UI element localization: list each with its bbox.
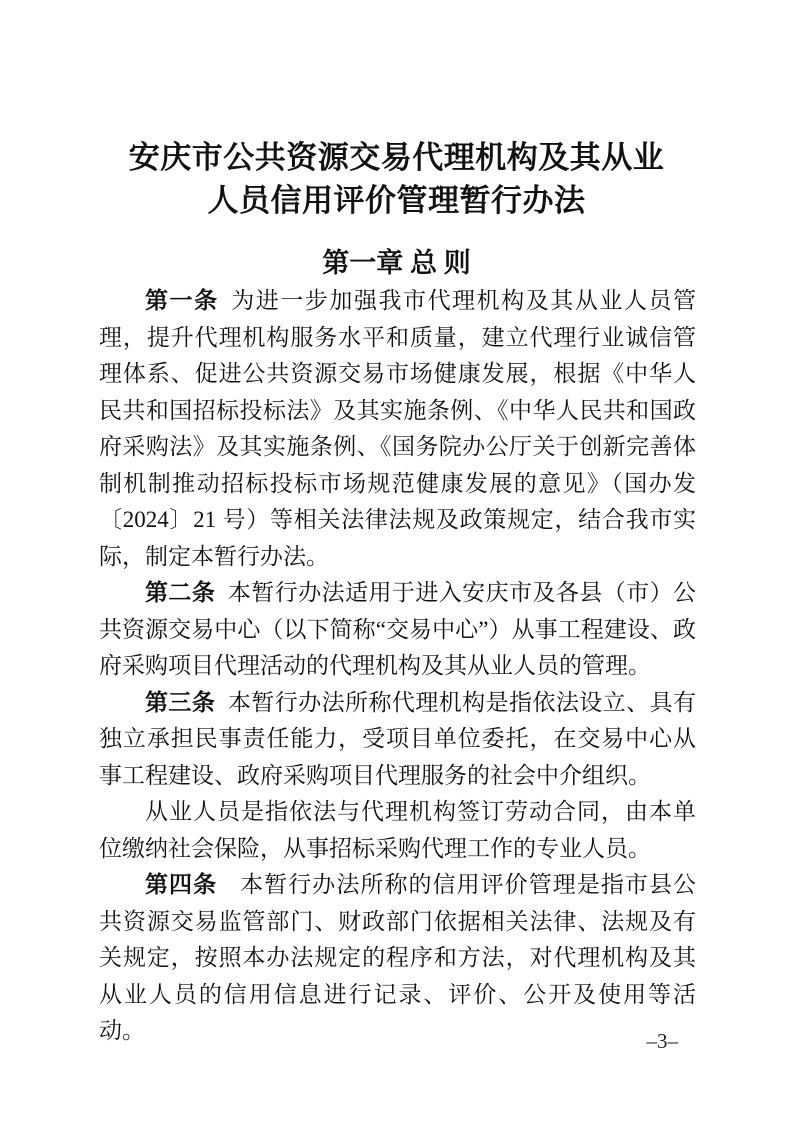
article-3-text: 本暂行办法所称代理机构是指依法设立、具有独立承担民事责任能力，受项目单位委托，在交易中心从事工程建设、政府采购项目代理服务的社会中介组织。 [99,689,697,788]
paragraph-article-3 [99,685,696,795]
page-number: –3– [646,1029,678,1053]
paragraph-article-1 [99,283,696,575]
continuation-text: 从业人员是指依法与代理机构签订劳动合同，由本单位缴纳社会保险，从事招标采购代理工作的专业人员。 [99,799,696,861]
document-title [0,136,793,222]
document-title-line1: 安庆市公共资源交易代理机构及其从业 [128,140,665,175]
article-2-label: 第二条 [145,580,216,605]
article-2-text: 本暂行办法适用于进入安庆市及各县（市）公共资源交易中心（以下简称“交易中心”）从事工程建设、政府采购项目代理活动的代理机构及其从业人员的管理。 [99,580,697,678]
paragraph-article-2 [99,575,696,685]
document-title-line2: 人员信用评价管理暂行办法 [207,183,586,218]
article-3-label: 第三条 [145,689,216,715]
paragraph-continuation [99,794,696,867]
article-4-label: 第四条 [145,872,218,897]
chapter-heading: 第一章 总 则 [322,248,471,278]
document-body [99,283,696,1050]
article-1-label: 第一条 [145,288,219,313]
article-4-text: 本暂行办法所称的信用评价管理是指市县公共资源交易监管部门、财政部门依据相关法律、法规及有关规定，按照本办法规定的程序和方法，对代理机构及其从业人员的信用信息进行记录、评价、公开及使用等活动。 [99,872,697,1043]
article-1-text: 为进一步加强我市代理机构及其从业人员管理，提升代理机构服务水平和质量，建立代理行业诚信管理体系、促进公共资源交易市场健康发展，根据《中华人民共和国招标投标法》及其实施条例、《中华人民共和国政府采购法》及其实施条例、《国务院办公厅关于创新完善体制机制推动招标投标市场规范健康发展的意见》（国办发〔2024〕21 号）等相关法律法规及政策规定，结合我市实际，制定本暂行办法。 [99,288,697,569]
paragraph-article-4 [99,867,696,1050]
